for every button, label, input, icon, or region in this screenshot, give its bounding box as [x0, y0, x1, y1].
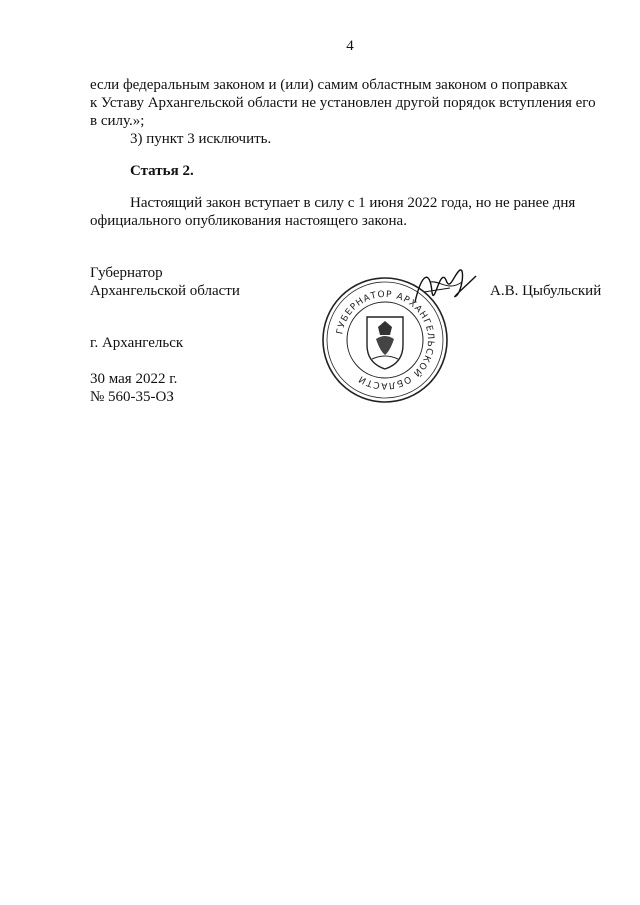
signing-date: 30 мая 2022 г. — [90, 371, 178, 387]
paragraph-line: к Уставу Архангельской области не установлен другой порядок вступления его — [90, 95, 596, 111]
page-number: 4 — [346, 38, 354, 54]
paragraph-line: официального опубликования настоящего закона. — [90, 213, 407, 229]
signatory-name: А.В. Цыбульский — [490, 283, 602, 299]
signatory-title — [90, 264, 240, 300]
paragraph-line: если федеральным законом и (или) самим областным законом о поправках — [90, 77, 568, 93]
paragraph-line: в силу.»; — [90, 113, 145, 129]
signing-city: г. Архангельск — [90, 335, 184, 351]
handwritten-signature-icon — [410, 262, 480, 312]
paragraph-line: Настоящий закон вступает в силу с 1 июня 2022 года, но не ранее дня — [130, 195, 576, 211]
list-item-3: 3) пункт 3 исключить. — [130, 131, 272, 147]
signatory-title-line: Архангельской области — [90, 283, 240, 299]
article-heading: Статья 2. — [130, 163, 194, 179]
seal-text: ГУБЕРНАТОР АРХАНГЕЛЬСКОЙ ОБЛАСТИ — [335, 289, 436, 391]
signing-details — [90, 370, 177, 406]
signatory-title-line: Губернатор — [90, 265, 163, 281]
law-number: № 560-35-ОЗ — [90, 389, 174, 405]
